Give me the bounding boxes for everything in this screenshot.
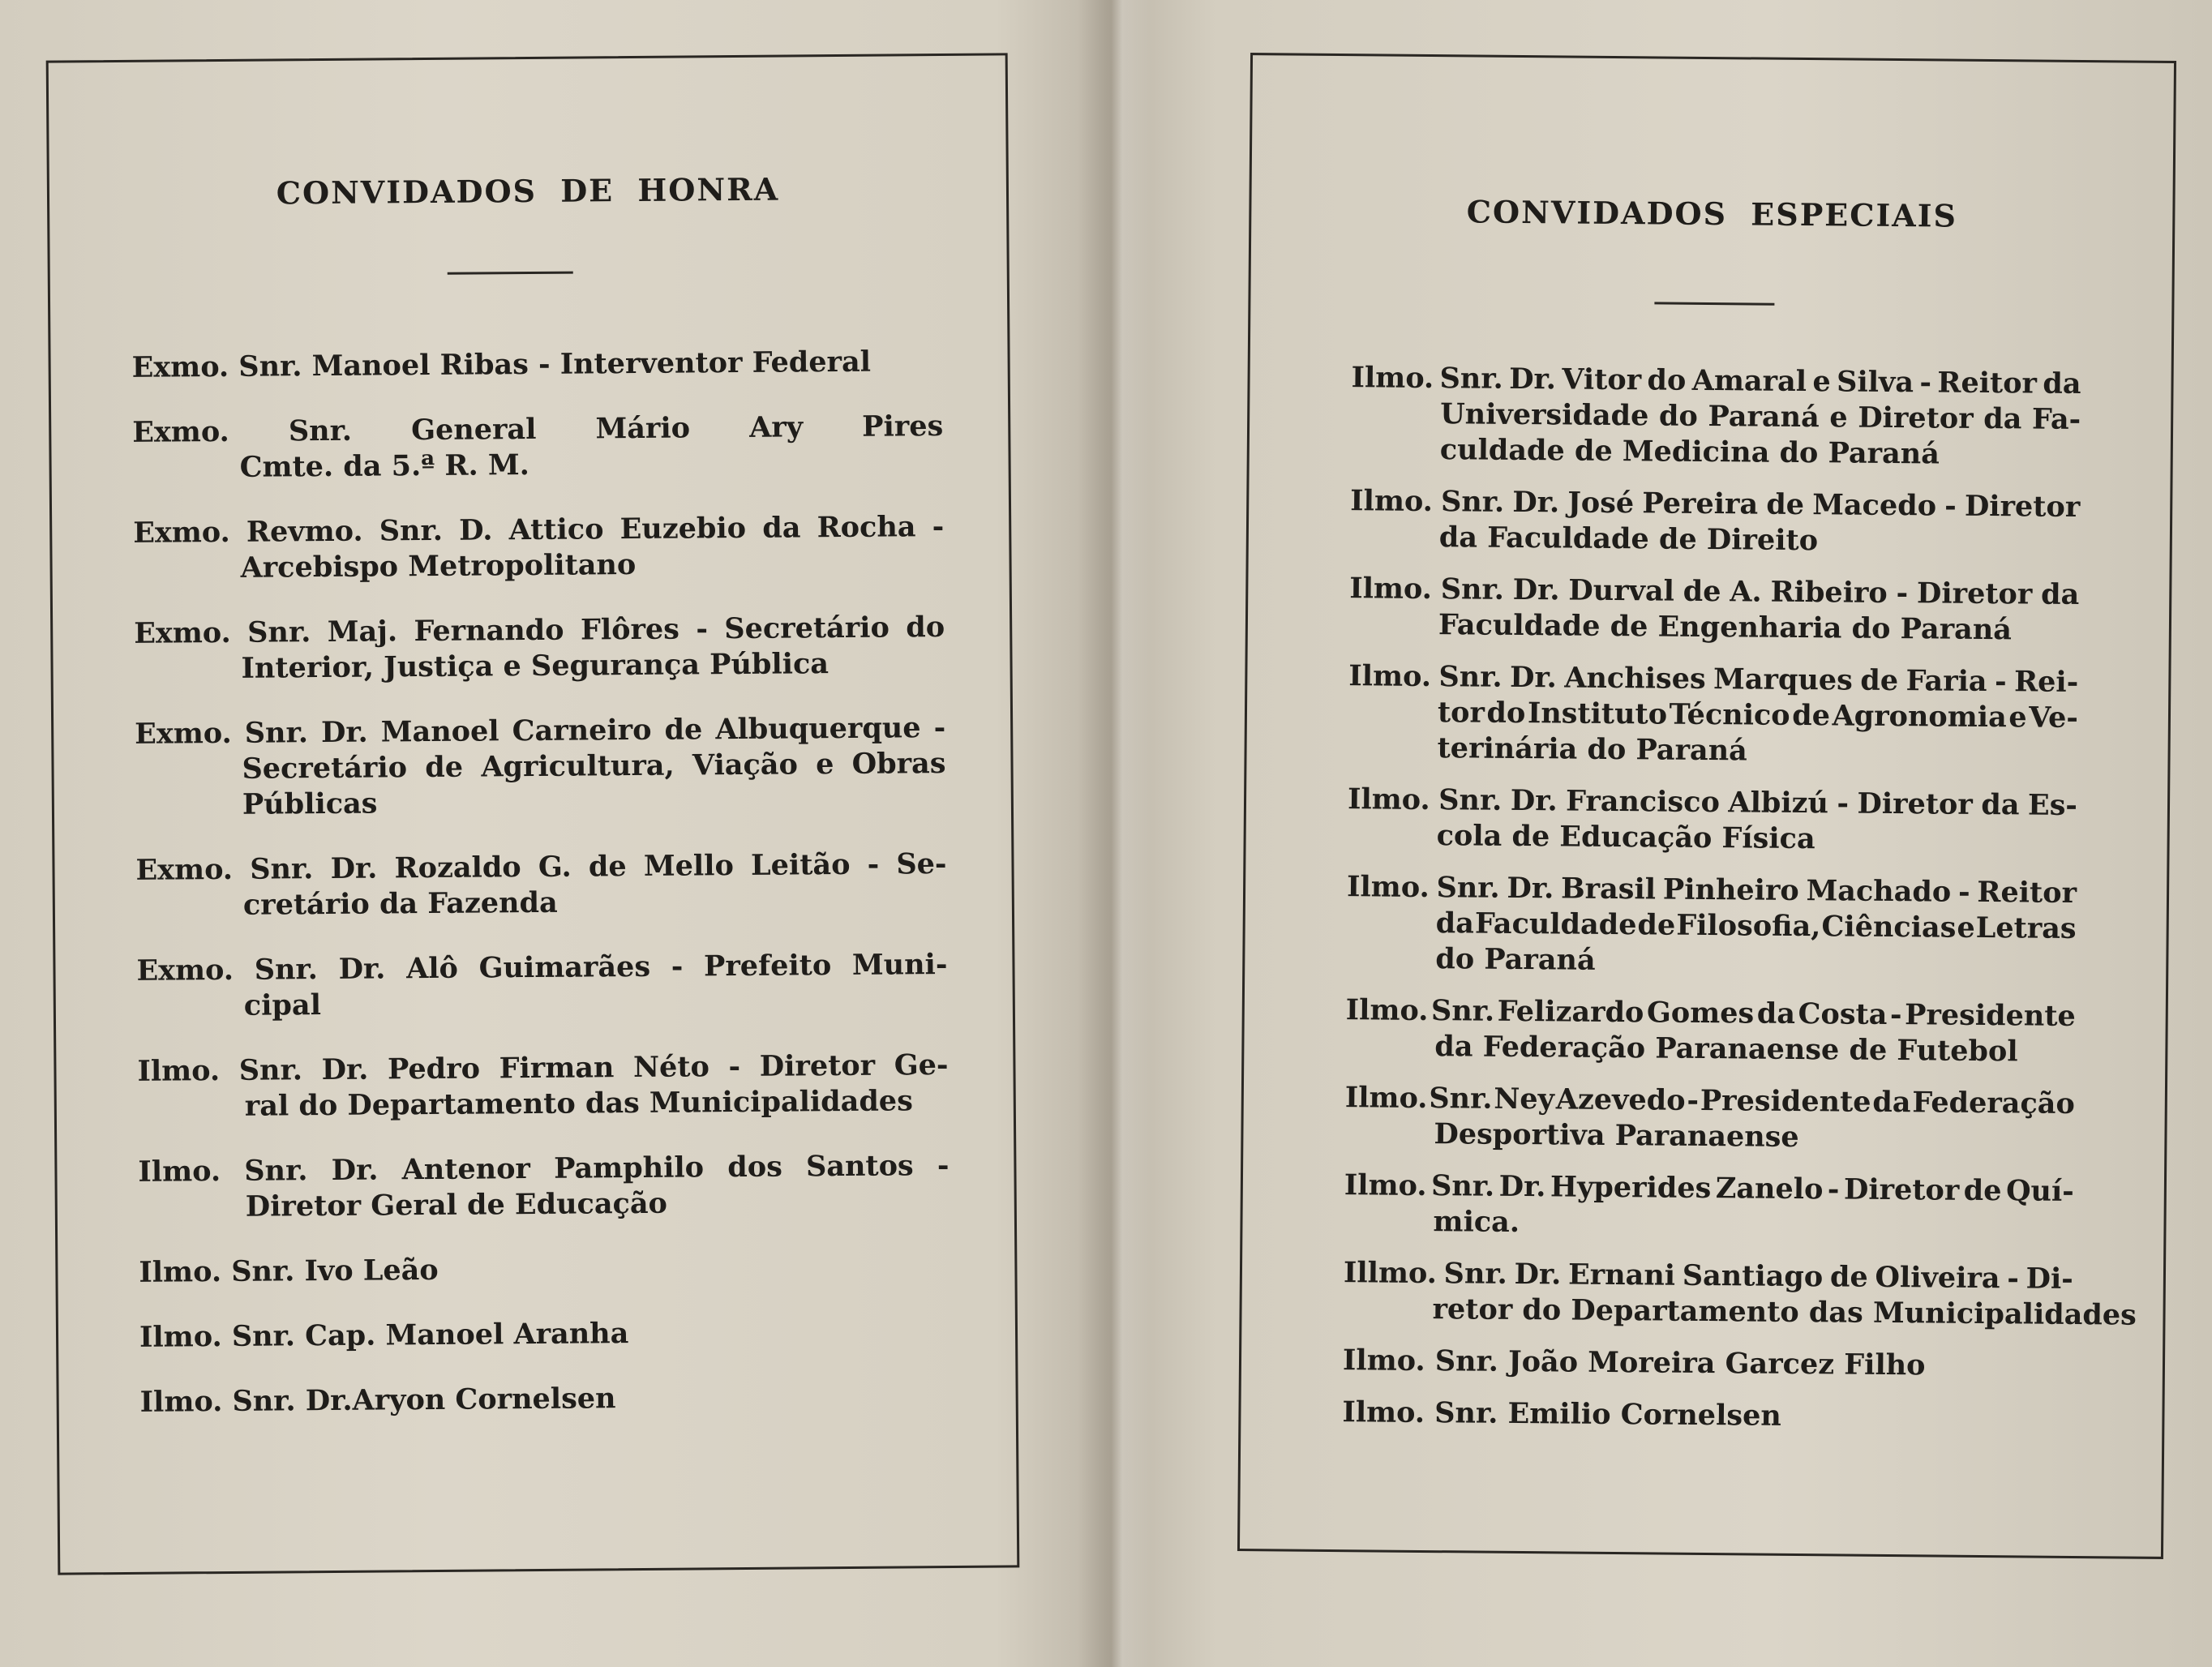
- left-page-frame: [46, 53, 1020, 1575]
- guest-entry-continuation-line: Públicas: [242, 786, 378, 821]
- guest-entry-first-line: Illmo. Snr. Dr. Ernani Santiago de Oliveira - Di-: [1343, 1256, 2073, 1296]
- guest-entry-first-line: Ilmo. Snr. Dr. Vitor do Amaral e Silva - Reitor da: [1351, 361, 2081, 401]
- guest-entry-continuation-line: da Federação Paranaense de Futebol: [1434, 1030, 2018, 1069]
- guest-entry-continuation-line: cola de Educação Física: [1436, 819, 1815, 856]
- right-page-frame: [1237, 53, 2176, 1559]
- guest-entry-first-line: Ilmo. Snr. Dr. José Pereira de Macedo - Diretor: [1350, 484, 2081, 525]
- guest-entry-continuation-line: da Faculdade de Filosofia, Ciências e Letras: [1435, 906, 2077, 945]
- guest-entry-first-line: Ilmo. Snr. Dr. Anchises Marques de Faria - Rei-: [1348, 659, 2079, 699]
- guest-entry: [137, 1048, 949, 1125]
- guest-entry-first-line: Ilmo. Snr. Dr.Aryon Cornelsen: [139, 1382, 616, 1419]
- left-title-rule: [448, 272, 573, 275]
- guest-entry: [139, 1249, 950, 1291]
- guest-entry-first-line: Exmo. Snr. Manoel Ribas - Interventor Federal: [131, 345, 872, 384]
- guest-entry-first-line: Exmo. Snr. Maj. Fernando Flôres - Secretário do: [134, 611, 945, 650]
- guest-entry: [1347, 782, 2077, 859]
- guest-entry-first-line: Ilmo. Snr. Cap. Manoel Aranha: [139, 1317, 629, 1354]
- guest-entry-continuation-line: Faculdade de Engenharia do Paraná: [1438, 608, 2013, 647]
- guest-entry: [136, 947, 948, 1025]
- guest-entry-continuation-line: mica.: [1433, 1205, 1520, 1240]
- guest-entry: [1345, 992, 2076, 1070]
- guest-entry: [1344, 1080, 2075, 1158]
- guest-entry: [1348, 658, 2078, 772]
- guest-entry-first-line: Ilmo. Snr. Dr. Durval de A. Ribeiro - Diretor da: [1349, 572, 2080, 611]
- guest-entry-continuation-line: retor do Departamento das Municipalidades: [1432, 1292, 2137, 1332]
- center-fold-shadow: [1078, 0, 1151, 1667]
- guest-entry-continuation-line: ral do Departamento das Municipalidades: [244, 1084, 913, 1123]
- right-title-rule: [1654, 302, 1774, 305]
- guest-entry: [132, 409, 944, 486]
- special-guests-list: [1342, 360, 2137, 1453]
- guest-entry-continuation-line: Diretor Geral de Educação: [245, 1186, 668, 1223]
- guest-entry-continuation-line: Secretário de Agricultura, Viação e Obras: [242, 746, 946, 786]
- guest-entry-continuation-line: Arcebispo Metropolitano: [240, 547, 637, 585]
- guest-entry: [1346, 869, 2077, 983]
- guest-entry: [134, 610, 945, 688]
- guest-entry: [1350, 483, 2081, 561]
- guest-entry: [1343, 1343, 2073, 1385]
- guest-entry-first-line: Exmo. Snr. Dr. Rozaldo G. de Mello Leitão - Se-: [135, 846, 947, 887]
- guest-entry: [1349, 571, 2080, 649]
- guest-entry-first-line: Ilmo. Snr. Felizardo Gomes da Costa - Presidente: [1345, 993, 2076, 1033]
- guest-entry-first-line: Ilmo. Snr. Ivo Leão: [139, 1253, 439, 1289]
- honor-guests-list: [131, 344, 951, 1450]
- guest-entry: [140, 1378, 951, 1421]
- guest-entry: [135, 710, 946, 824]
- guest-entry-continuation-line: do Paraná: [1435, 942, 1596, 977]
- guest-entry-first-line: Exmo. Snr. General Mário Ary Pires: [132, 409, 944, 449]
- guest-entry: [1351, 360, 2081, 474]
- guest-entry-first-line: Ilmo. Snr. Dr. Brasil Pinheiro Machado - Reitor: [1346, 870, 2077, 910]
- guest-entry-first-line: Exmo. Revmo. Snr. D. Attico Euzebio da Rocha -: [133, 510, 945, 550]
- guest-entry: [131, 344, 942, 386]
- guest-entry-continuation-line: culdade de Medicina do Paraná: [1439, 433, 1940, 471]
- guest-entry: [133, 509, 945, 587]
- guest-entry: [1343, 1255, 2137, 1333]
- guest-entry-continuation-line: Cmte. da 5.ª R. M.: [239, 448, 529, 484]
- right-page-title: CONVIDADOS ESPECIAIS: [1466, 193, 1958, 234]
- guest-entry-continuation-line: da Faculdade de Direito: [1438, 521, 1819, 558]
- guest-entry-continuation-line: tor do Instituto Técnico de Agronomia e Ve-: [1437, 696, 2079, 735]
- guest-entry-continuation-line: terinária do Paraná: [1437, 731, 1747, 768]
- guest-entry-first-line: Ilmo. Snr. Dr. Francisco Albizú - Diretor da Es-: [1347, 782, 2078, 822]
- guest-entry-first-line: Exmo. Snr. Dr. Alô Guimarães - Prefeito Muni-: [136, 947, 948, 988]
- guest-entry-first-line: Ilmo. Snr. João Moreira Garcez Filho: [1342, 1343, 1926, 1382]
- guest-entry-first-line: Exmo. Snr. Dr. Manoel Carneiro de Albuquerque -: [135, 710, 946, 751]
- guest-entry-first-line: Ilmo. Snr. Dr. Antenor Pamphilo dos Santos -: [138, 1148, 950, 1189]
- guest-entry: [1342, 1395, 2072, 1437]
- guest-entry-first-line: Ilmo. Snr. Dr. Hyperides Zanelo - Diretor de Quí-: [1344, 1168, 2074, 1208]
- guest-entry-first-line: Ilmo. Snr. Emilio Cornelsen: [1342, 1395, 1781, 1433]
- guest-entry: [139, 1313, 950, 1356]
- guest-entry-first-line: Ilmo. Snr. Ney Azevedo - Presidente da Federação: [1344, 1081, 2075, 1121]
- left-page-title: CONVIDADOS DE HONRA: [276, 170, 780, 212]
- guest-entry-continuation-line: Interior, Justiça e Segurança Pública: [241, 647, 830, 685]
- guest-entry-continuation-line: Universidade do Paraná e Diretor da Fa-: [1440, 397, 2081, 437]
- guest-entry: [135, 846, 947, 924]
- guest-entry-continuation-line: cipal: [243, 988, 322, 1022]
- guest-entry: [1344, 1168, 2074, 1245]
- guest-entry-continuation-line: cretário da Fazenda: [242, 885, 558, 922]
- guest-entry: [138, 1148, 950, 1226]
- guest-entry-first-line: Ilmo. Snr. Dr. Pedro Firman Néto - Diretor Ge-: [137, 1048, 949, 1088]
- guest-entry-continuation-line: Desportiva Paranaense: [1434, 1117, 1799, 1155]
